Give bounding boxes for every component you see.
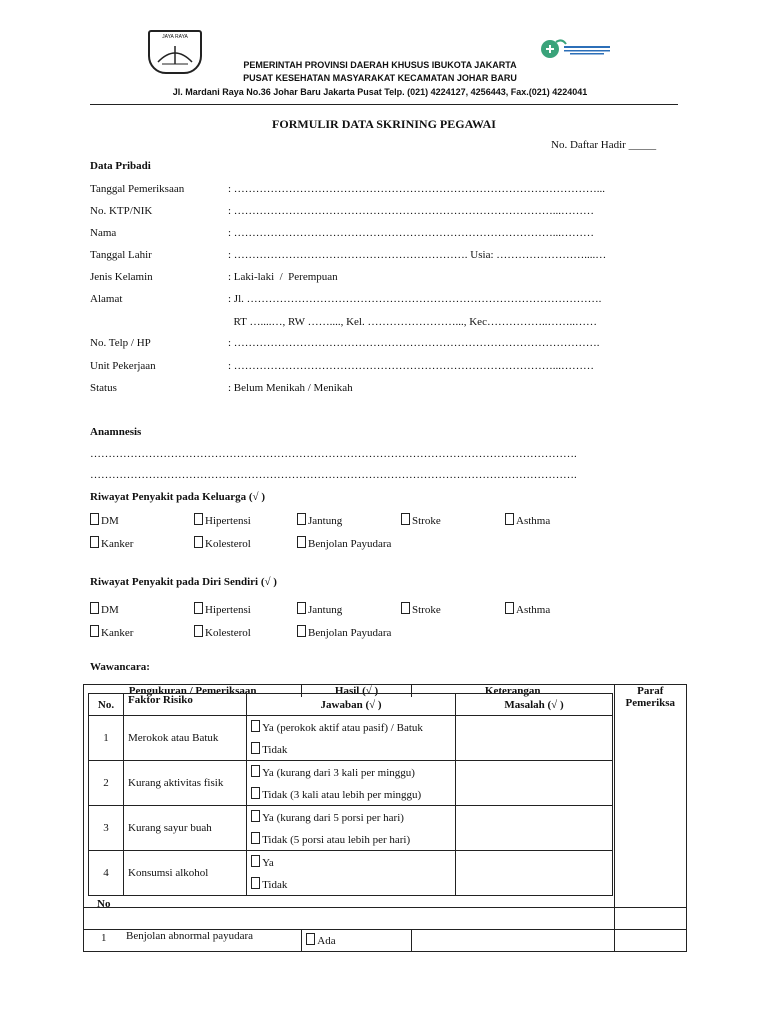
checkbox[interactable]	[505, 513, 514, 525]
field-value[interactable]: : Jl. …………………………………………………………………………………….	[228, 293, 602, 305]
field-label: Unit Pekerjaan	[90, 360, 156, 372]
paraf-cell[interactable]	[614, 907, 686, 929]
table-row	[89, 761, 613, 806]
data-pribadi-heading: Data Pribadi	[90, 160, 151, 172]
daftar-hadir-field[interactable]: No. Daftar Hadir _____	[551, 139, 657, 151]
row-faktor: Konsumsi alkohol	[124, 851, 247, 896]
checkbox-label: Kolesterol	[205, 627, 251, 639]
masalah-cell[interactable]	[456, 806, 613, 851]
checkbox[interactable]	[90, 625, 99, 637]
checkbox-item[interactable]	[297, 602, 342, 616]
field-value[interactable]: : ……………………………………………………………………………...………	[228, 227, 595, 239]
checkbox[interactable]	[297, 513, 306, 525]
checkbox[interactable]	[297, 536, 306, 548]
answer-checkbox[interactable]	[251, 832, 260, 844]
field-value[interactable]: : ……………………………………………………………………………………….	[228, 337, 600, 349]
checkbox-item[interactable]	[90, 513, 119, 527]
table-row	[89, 716, 613, 761]
field-value[interactable]: : ………………………………………………………. Usia: ……………………....…	[228, 249, 607, 261]
row-no: 4	[89, 851, 124, 896]
form-title: FORMULIR DATA SKRINING PEGAWAI	[272, 117, 496, 131]
puskesmas-logo	[540, 38, 614, 60]
field-value[interactable]: : ………………………………………………………………………………………...	[228, 183, 606, 195]
anamnesis-line-2[interactable]: …………………………………………………………………………………………………………………….	[90, 469, 577, 481]
answer-checkbox[interactable]	[251, 787, 260, 799]
checkbox[interactable]	[505, 602, 514, 614]
riwayat-sendiri-heading: Riwayat Penyakit pada Diri Sendiri (√ )	[90, 576, 277, 588]
header-no: No.	[89, 694, 124, 716]
checkbox-label: Kanker	[101, 538, 134, 550]
header-jawaban: Jawaban (√ )	[247, 694, 456, 716]
wawancara-heading: Wawancara:	[90, 661, 150, 673]
field-label: Alamat	[90, 293, 123, 305]
row-faktor: Kurang aktivitas fisik	[124, 761, 247, 806]
field-value[interactable]: : Laki-laki / Perempuan	[228, 271, 338, 283]
table-row	[84, 907, 615, 929]
last-row-hasil[interactable]	[302, 929, 412, 951]
checkbox[interactable]	[90, 536, 99, 548]
header-line-2: PUSAT KESEHATAN MASYARAKAT KECAMATAN JOHAR BARU	[243, 73, 517, 83]
field-label: Tanggal Pemeriksaan	[90, 183, 185, 195]
checkbox-item[interactable]	[401, 513, 441, 527]
answer-label: Ya (kurang dari 5 porsi per hari)	[262, 812, 404, 824]
checkbox-label: Stroke	[412, 515, 441, 527]
masalah-cell[interactable]	[456, 851, 613, 896]
field-label: Nama	[90, 227, 117, 239]
checkbox-label: Kanker	[101, 627, 134, 639]
row-no: 1	[89, 716, 124, 761]
field-value[interactable]: RT …....…, RW ……...., Kel. ……………………..., Kec……………..……..……	[228, 316, 597, 328]
row-faktor: Kurang sayur buah	[124, 806, 247, 851]
checkbox-item[interactable]	[505, 602, 550, 616]
row-no: 2	[89, 761, 124, 806]
answer-label: Tidak	[262, 744, 288, 756]
checkbox-item[interactable]	[90, 602, 119, 616]
checkbox-label: Asthma	[516, 515, 551, 527]
answer-checkbox[interactable]	[251, 810, 260, 822]
checkbox[interactable]	[401, 602, 410, 614]
checkbox-item[interactable]	[194, 536, 251, 550]
header-line-3: Jl. Mardani Raya No.36 Johar Baru Jakarta Pusat Telp. (021) 4224127, 4256443, Fax.(021) 4224041	[172, 87, 588, 97]
checkbox-item[interactable]	[297, 513, 342, 527]
riwayat-keluarga-heading: Riwayat Penyakit pada Keluarga (√ )	[90, 491, 266, 503]
header-line-1: PEMERINTAH PROVINSI DAERAH KHUSUS IBUKOTA JAKARTA	[243, 60, 517, 70]
table-row	[89, 851, 613, 896]
checkbox[interactable]	[297, 602, 306, 614]
checkbox-label: Jantung	[308, 515, 343, 527]
last-row-item: Benjolan abnormal payudara	[126, 929, 254, 942]
header-divider	[90, 104, 678, 105]
answer-label: Tidak (3 kali atau lebih per minggu)	[262, 789, 422, 801]
col-keterangan: Keterangan	[411, 685, 614, 698]
checkbox-item[interactable]	[401, 602, 441, 616]
checkbox-label: Jantung	[308, 604, 343, 616]
answer-label: Ya (perokok aktif atau pasif) / Batuk	[262, 722, 423, 734]
checkbox-label: DM	[101, 604, 119, 616]
checkbox-label: Hipertensi	[205, 515, 251, 527]
field-label: Tanggal Lahir	[90, 249, 152, 261]
answer-checkbox[interactable]	[251, 720, 260, 732]
checkbox-label: Kolesterol	[205, 538, 251, 550]
checkbox-label: Hipertensi	[205, 604, 251, 616]
answer-label: Tidak (5 porsi atau lebih per hari)	[262, 834, 411, 846]
checkbox[interactable]	[194, 536, 203, 548]
field-label: Jenis Kelamin	[90, 271, 153, 283]
last-row-keterangan[interactable]	[411, 929, 614, 951]
checkbox-label: Stroke	[412, 604, 441, 616]
table-row	[84, 929, 302, 951]
row-faktor: Merokok atau Batuk	[124, 716, 247, 761]
checkbox[interactable]	[194, 625, 203, 637]
field-value[interactable]: : ……………………………………………………………………………...………	[228, 360, 595, 372]
field-label: No. Telp / HP	[90, 337, 151, 349]
checkbox-label: Benjolan Payudara	[308, 627, 392, 639]
header-masalah: Masalah (√ )	[456, 694, 613, 716]
checkbox[interactable]	[90, 513, 99, 525]
checkbox-item[interactable]	[194, 513, 251, 527]
field-value[interactable]: : ……………………………………………………………………………...………	[228, 205, 595, 217]
checkbox-item[interactable]	[194, 625, 251, 639]
checkbox[interactable]	[401, 513, 410, 525]
answer-checkbox[interactable]	[251, 742, 260, 754]
answer-checkbox[interactable]	[251, 877, 260, 889]
last-row-no: 1	[101, 931, 107, 944]
no-label: No	[97, 898, 111, 910]
masalah-cell[interactable]	[456, 716, 613, 761]
table-row	[89, 806, 613, 851]
risk-factor-table	[88, 693, 613, 896]
checkbox-item[interactable]	[505, 513, 550, 527]
col-pengukuran: Pengukuran / Pemeriksaan	[84, 685, 302, 698]
col-paraf: Paraf Pemeriksa	[614, 685, 686, 908]
checkbox[interactable]	[297, 625, 306, 637]
field-label: Status	[90, 382, 117, 394]
answer-checkbox[interactable]	[251, 765, 260, 777]
checkbox-item[interactable]	[90, 625, 133, 639]
col-hasil: Hasil (√ )	[302, 685, 412, 698]
checkbox-item[interactable]	[297, 536, 391, 550]
field-value[interactable]: : Belum Menikah / Menikah	[228, 382, 353, 394]
checkbox-item[interactable]	[297, 625, 391, 639]
answer-label: Ya (kurang dari 3 kali per minggu)	[262, 767, 415, 779]
checkbox[interactable]	[194, 602, 203, 614]
checkbox-ada[interactable]	[306, 933, 315, 945]
anamnesis-line-1[interactable]: …………………………………………………………………………………………………………………….	[90, 448, 577, 460]
checkbox[interactable]	[90, 602, 99, 614]
answer-label: Tidak	[262, 879, 288, 891]
checkbox[interactable]	[194, 513, 203, 525]
anamnesis-heading: Anamnesis	[90, 426, 142, 438]
masalah-cell[interactable]	[456, 761, 613, 806]
row-no: 3	[89, 806, 124, 851]
last-row-paraf[interactable]	[614, 929, 686, 951]
checkbox-label: Asthma	[516, 604, 551, 616]
header-faktor-risiko: Faktor Risiko	[124, 694, 247, 716]
answer-checkbox[interactable]	[251, 855, 260, 867]
field-label: No. KTP/NIK	[90, 205, 153, 217]
checkbox-label: DM	[101, 515, 119, 527]
checkbox-item[interactable]	[90, 536, 133, 550]
answer-label: Ya	[262, 857, 274, 869]
checkbox-label: Benjolan Payudara	[308, 538, 392, 550]
opt-ada-label: Ada	[317, 935, 336, 947]
checkbox-item[interactable]	[194, 602, 251, 616]
logo-text: JAYA RAYA	[162, 34, 188, 40]
